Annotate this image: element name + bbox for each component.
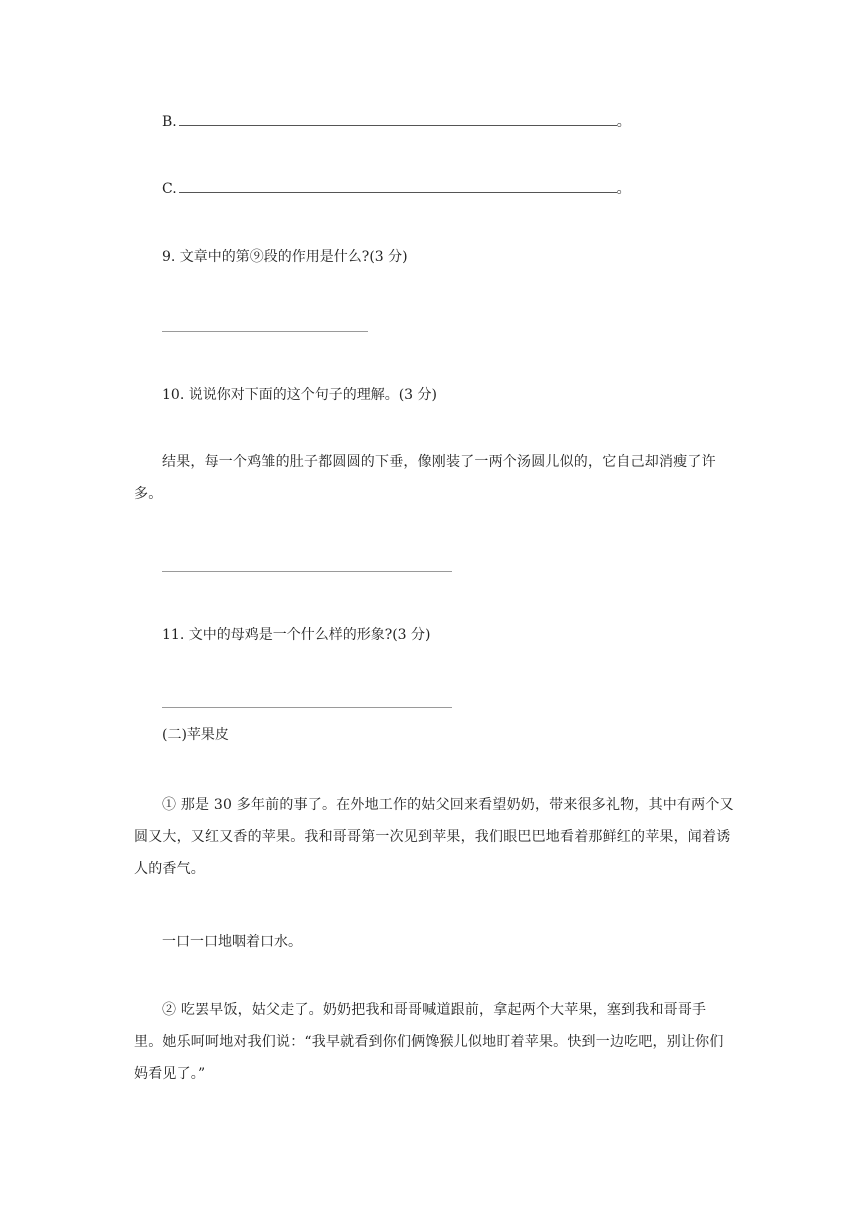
question-10-quote: 结果，每一个鸡雏的肚子都圆圆的下垂，像刚装了一两个汤圆儿似的，它自己却消瘦了许多。 [134, 454, 716, 502]
answer-line-c [162, 180, 631, 198]
answer-blank-9[interactable] [162, 331, 368, 332]
section-title: (二)苹果皮 [162, 727, 229, 743]
answer-c-blank[interactable] [179, 180, 617, 193]
answer-b-label: B. [162, 114, 177, 130]
question-9: 9. 文章中的第⑨段的作用是什么?(3 分) [162, 249, 408, 265]
question-11: 11. 文中的母鸡是一个什么样的形象?(3 分) [162, 627, 431, 643]
paragraph-1: ① 那是 30 多年前的事了。在外地工作的姑父回来看望奶奶，带来很多礼物，其中有两个又圆又大，又红又香的苹果。我和哥哥第一次见到苹果，我们眼巴巴地看着那鲜红的苹果，闻着诱人的香气。 [134, 797, 734, 877]
answer-line-b [162, 113, 631, 131]
paragraph-1-continued: 一口一口地咽着口水。 [162, 934, 302, 950]
answer-b-blank[interactable] [179, 113, 617, 126]
answer-b-end: 。 [616, 114, 631, 130]
answer-blank-11[interactable] [162, 707, 452, 708]
answer-c-end: 。 [616, 181, 631, 197]
answer-c-label: C. [162, 181, 177, 197]
paragraph-2: ② 吃罢早饭，姑父走了。奶奶把我和哥哥喊道跟前，拿起两个大苹果，塞到我和哥哥手里。她乐呵呵地对我们说：“我早就看到你们俩馋猴儿似地盯着苹果。快到一边吃吧，别让你们妈看见了。” [134, 1002, 724, 1082]
question-10: 10. 说说你对下面的这个句子的理解。(3 分) [162, 387, 437, 403]
answer-blank-10[interactable] [162, 571, 452, 572]
